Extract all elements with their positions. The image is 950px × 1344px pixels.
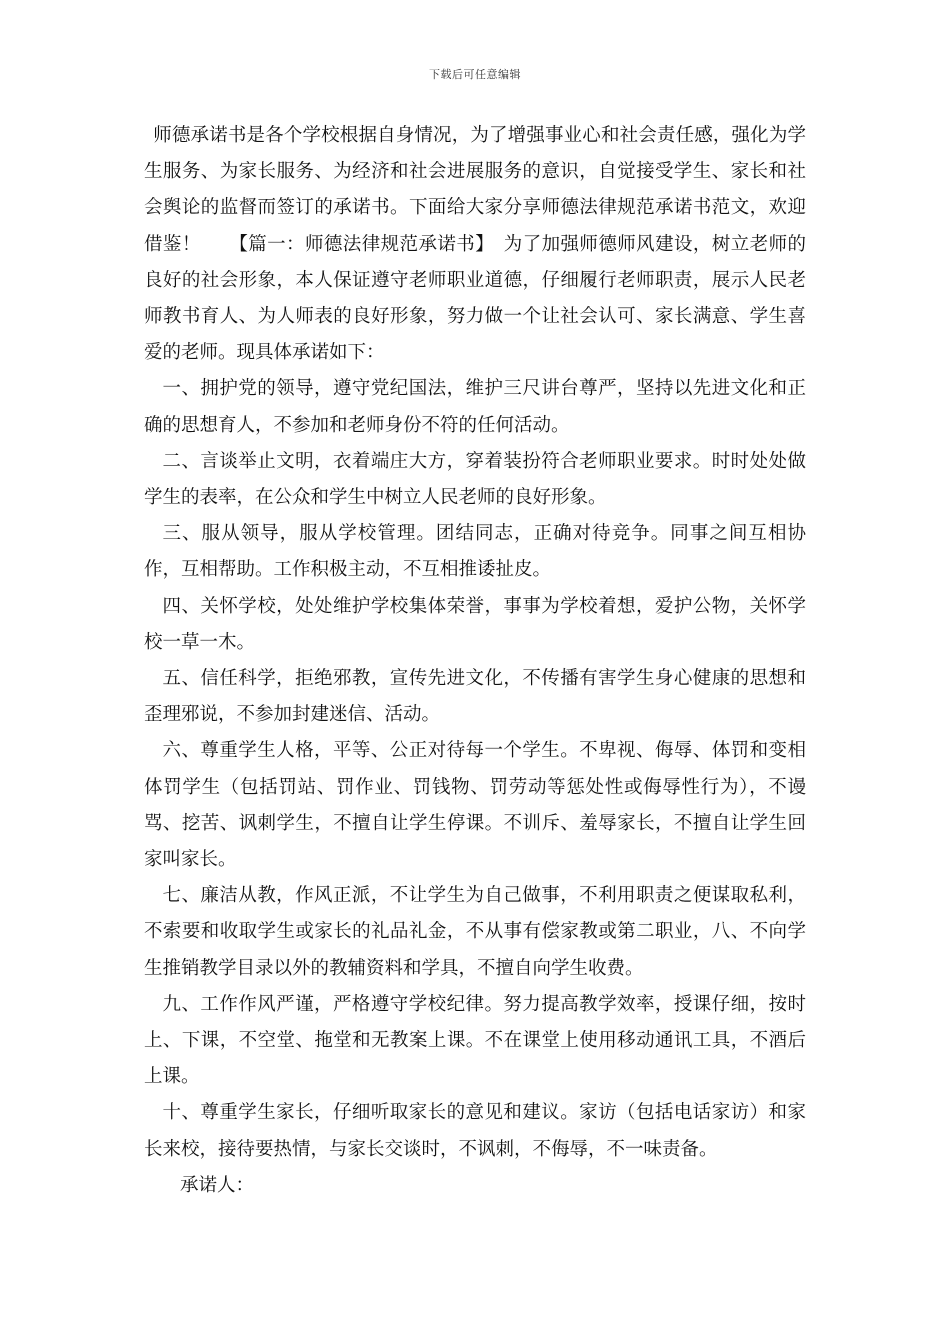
commitment-item-9: 九、工作作风严谨，严格遵守学校纪律。努力提高教学效率，授课仔细，按时上、下课，不空堂、拖堂和无教案上课。不在课堂上使用移动通讯工具，不酒后上课。: [144, 993, 806, 1088]
commitment-item-3: 三、服从领导，服从学校管理。团结同志，正确对待竞争。同事之间互相协作，互相帮助。工作积极主动，不互相推诿扯皮。: [144, 523, 806, 581]
commitment-item-10: 十、尊重学生家长，仔细听取家长的意见和建议。家访（包括电话家访）和家长来校，接待要热情，与家长交谈时，不讽刺，不侮辱，不一味责备。: [144, 1102, 806, 1160]
signature-label: 承诺人：: [180, 1174, 255, 1196]
commitment-item-7: 七、廉洁从教，作风正派，不让学生为自己做事，不利用职责之便谋取私利，不索要和收取学生或家长的礼品礼金，不从事有偿家教或第二职业，八、不向学生推销教学目录以外的教辅资料和学具，不擅自向学生收费。: [144, 885, 806, 979]
header-note: 下载后可任意编辑: [429, 68, 521, 81]
commitment-item-2: 二、言谈举止文明，衣着端庄大方，穿着装扮符合老师职业要求。时时处处做学生的表率，在公众和学生中树立人民老师的良好形象。: [144, 450, 806, 509]
document-body: [144, 118, 806, 1204]
commitment-item-4: 四、关怀学校，处处维护学校集体荣誉，事事为学校着想，爱护公物，关怀学校一草一木。: [144, 595, 806, 653]
commitment-item-5: 五、信任科学，拒绝邪教，宣传先进文化，不传播有害学生身心健康的思想和歪理邪说，不参加封建迷信、活动。: [144, 668, 806, 726]
commitment-item-6: 六、尊重学生人格，平等、公正对待每一个学生。不卑视、侮辱、体罚和变相体罚学生（包括罚站、罚作业、罚钱物、罚劳动等惩处性或侮辱性行为），不谩骂、挖苦、讽刺学生，不擅自让学生停课。不训斥、羞辱家长，不擅自让学生回家叫家长。: [144, 740, 806, 871]
intro-paragraph: 师德承诺书是各个学校根据自身情况，为了增强事业心和社会责任感，强化为学生服务、为家长服务、为经济和社会进展服务的意识，自觉接受学生、家长和社会舆论的监督而签订的承诺书。下面给大家分享师德法律规范承诺书范文，欢迎借鉴！ 【篇一：师德法律规范承诺书】 为了加强师德师风建设，树立老师的良好的社会形象，本人保证遵守老师职业道德，仔细履行老师职责，展示人民老师教书育人、为人师表的良好形象，努力做一个让社会认可、家长满意、学生喜爱的老师。现具体承诺如下：: [144, 125, 806, 364]
commitment-item-1: 一、拥护党的领导，遵守党纪国法，维护三尺讲台尊严，坚持以先进文化和正确的思想育人，不参加和老师身份不符的任何活动。: [144, 378, 806, 436]
